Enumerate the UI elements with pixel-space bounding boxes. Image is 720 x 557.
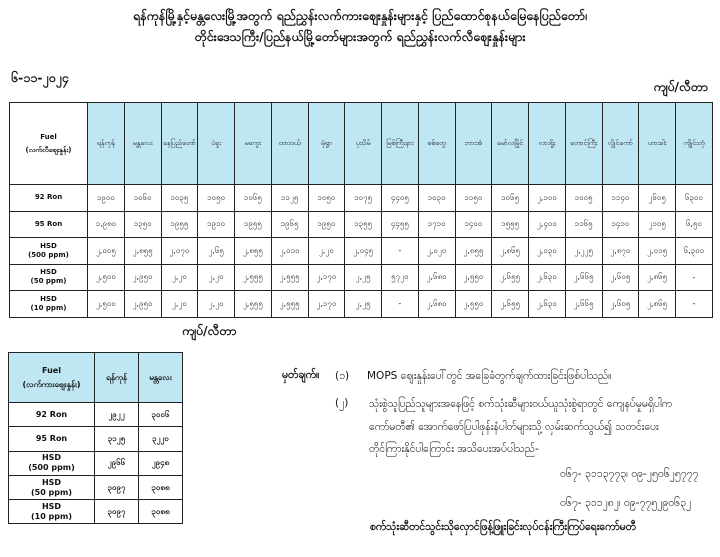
retail-price-cell: ၂,၆၃၀ (529, 291, 566, 318)
notes-label: မှတ်ချက်။ (282, 369, 320, 381)
wholesale-city-column-header: မန္တလေး (139, 353, 183, 403)
note-2-number: (၂) (335, 397, 349, 409)
retail-price-cell: ၁၉၅၅ (161, 211, 198, 238)
retail-price-cell: ၁၀၆၀ (124, 185, 161, 212)
city-column-header: ပဲခူး (198, 103, 235, 185)
retail-price-cell: ၁၀၀၅ (565, 185, 602, 212)
retail-price-cell: ၁၀၅၀ (198, 185, 235, 212)
wholesale-fuel-type-cell (9, 403, 95, 427)
wholesale-price-cell: ၃၀၈၈ (139, 500, 183, 524)
retail-price-cell: ၂,၅၅၀ (455, 264, 492, 291)
retail-price-cell: ၂,၆၃၀ (529, 264, 566, 291)
note-1-text: MOPS ဈေးနှုန်းပေါ်တွင် အခြေခံတွက်ချက်ထားခြင်းဖြစ်ပါသည်။ (367, 370, 612, 382)
committee-name: စက်သုံးဆီတင်သွင်းသိုလှောင်ဖြန့်ဖြူးခြင်းလုပ်ငန်းကြီးကြပ်ရေးကော်မတီ (370, 521, 636, 533)
retail-price-cell: - (382, 238, 419, 265)
retail-price-cell: ၂,၈၅၅ (124, 238, 161, 265)
retail-price-cell: ၂,၆၆၅ (565, 291, 602, 318)
retail-price-cell: ၂,၂၅ (345, 291, 382, 318)
wholesale-fuel-header-line-2: (လက်ကားဈေးနှုန်း) (22, 379, 81, 389)
wholesale-price-table (8, 352, 183, 524)
retail-price-cell: ၁၁၄၀ (602, 185, 639, 212)
retail-table-row (10, 264, 713, 291)
retail-price-cell: ၂,၈၆၅ (492, 238, 529, 265)
fuel-type-line-2: (500 ppm) (28, 250, 69, 259)
retail-price-cell: ၁၃၅၅ (345, 211, 382, 238)
wholesale-price-cell: ၃၁၂၅ (95, 427, 139, 451)
retail-price-cell: ၂,၅၅၅ (235, 264, 272, 291)
wholesale-fuel-line-1: HSD (41, 477, 62, 487)
retail-price-cell: ၂,၈၅၅ (235, 238, 272, 265)
wholesale-price-cell: ၂၉၆၆ (95, 451, 139, 475)
retail-price-cell: ၅၇၂၀ (382, 264, 419, 291)
retail-price-cell: ၂,၀၂၀ (418, 238, 455, 265)
wholesale-fuel-line-2: (50 ppm) (30, 487, 73, 497)
retail-price-cell: ၂၆၀၅ (639, 185, 676, 212)
retail-price-cell: ၂,၂၅ (345, 264, 382, 291)
unit-label-main: ကျပ်/လီတာ (653, 79, 708, 94)
city-column-header: ဟားခါး (639, 103, 676, 185)
retail-price-cell: ၂,၄၀၀ (529, 211, 566, 238)
fuel-type-cell (10, 238, 88, 265)
retail-price-cell: ၁၀၆၅ (492, 185, 529, 212)
wholesale-fuel-type-cell (9, 427, 95, 451)
wholesale-price-cell: ၂၉၄၈ (139, 451, 183, 475)
retail-price-cell: ၁၀၅၀ (308, 185, 345, 212)
note-1-number: (၁) (335, 370, 350, 382)
retail-price-cell: ၁၉၅၀ (308, 211, 345, 238)
retail-price-cell: ၁၀၃၅ (161, 185, 198, 212)
retail-price-cell: ၂,၀၄၅ (345, 238, 382, 265)
city-column-header: ပုသိမ် (345, 103, 382, 185)
wholesale-table-row (9, 500, 183, 524)
city-column-header: ဘားအံ (455, 103, 492, 185)
retail-price-cell: ၂,၆၀၅ (602, 291, 639, 318)
fuel-type-line-1: 95 Ron (34, 219, 63, 228)
fuel-type-line-2: (50 ppm) (30, 277, 67, 286)
wholesale-table-row (9, 427, 183, 451)
city-column-header: စစ်တွေ (418, 103, 455, 185)
retail-price-cell: ၁၁၂၅ (271, 185, 308, 212)
retail-price-cell: ၂,၆၈၀ (418, 264, 455, 291)
retail-price-cell: ၂,၈၆၅ (639, 264, 676, 291)
retail-table-header-row (10, 103, 713, 185)
retail-price-cell: ၁၀၇၅ (345, 185, 382, 212)
retail-price-cell: ၂,၂၂၅ (565, 238, 602, 265)
city-column-header: ထားဝယ် (271, 103, 308, 185)
retail-price-cell: ၂,၉၅၀ (124, 264, 161, 291)
city-column-header: မကွေး (235, 103, 272, 185)
retail-price-cell: ၂,၀၁၀ (271, 238, 308, 265)
retail-price-cell: ၆,၅၀ (676, 211, 713, 238)
fuel-header-line-2: (လက်လီဈေးနှုန်း) (25, 145, 72, 154)
city-column-header: ရန်ကုန် (88, 103, 125, 185)
retail-price-cell: ၂,၆၀၅ (602, 264, 639, 291)
retail-price-table (9, 102, 713, 318)
retail-price-cell: ၁၇၁၀ (418, 211, 455, 238)
retail-price-cell: ၁၄၀၀ (455, 211, 492, 238)
city-column-header: တောင်ကြီး (565, 103, 602, 185)
wholesale-fuel-type-cell (9, 475, 95, 499)
fuel-type-cell (10, 291, 88, 318)
retail-price-cell: ၁၅၅၅ (492, 211, 529, 238)
city-column-header: မြစ်ကြီးနား (382, 103, 419, 185)
retail-price-cell: ၁၃၅၀ (124, 211, 161, 238)
fuel-type-line-1: HSD (40, 294, 57, 303)
retail-price-cell: ၁၉၁၀ (198, 211, 235, 238)
wholesale-fuel-line-2: (500 ppm) (28, 463, 75, 473)
retail-price-cell: ၂,၅၅၅ (271, 264, 308, 291)
wholesale-price-cell: ၃၀၉၇ (95, 475, 139, 499)
date: ၆-၁၁-၂၀၂၄ (11, 70, 69, 85)
retail-price-cell: ၂,၀၀၅ (88, 238, 125, 265)
retail-price-cell: ၂,၂၀ (198, 291, 235, 318)
wholesale-fuel-line-1: 95 Ron (35, 433, 68, 443)
note-2-line-2: ကော်မတီ၏ အောက်ဖော်ပြပါဖုန်းနံပါတ်များသို့ လှမ်းဆက်သွယ်၍ သတင်းပေး (369, 421, 659, 433)
wholesale-fuel-column-header (9, 353, 95, 403)
fuel-type-cell (10, 264, 88, 291)
retail-price-cell: - (676, 264, 713, 291)
retail-price-cell: ၂,၆၅၅ (492, 264, 529, 291)
retail-price-cell: ၁၁၅၀ (455, 185, 492, 212)
retail-price-cell: ၂,၁၇၀ (308, 264, 345, 291)
wholesale-fuel-line-1: 92 Ron (35, 409, 68, 419)
city-column-header: မော်လမြိုင် (492, 103, 529, 185)
unit-label-wholesale: ကျပ်/လီတာ (182, 323, 237, 338)
retail-price-cell: ၁၉၅၅ (235, 211, 272, 238)
retail-table-row (10, 291, 713, 318)
phone-numbers-2: ၀၆၇- ၃၁၁၂၈၂၊ ၀၉-၇၇၅၂၉၀၆၃၂ (560, 497, 692, 509)
retail-price-cell: ၂,၂၀ (161, 264, 198, 291)
fuel-column-header (10, 103, 88, 185)
retail-price-cell: ၂,၀၁၅ (639, 238, 676, 265)
retail-price-cell: ၂,၅၅၅ (271, 291, 308, 318)
retail-price-cell: - (382, 291, 419, 318)
retail-price-cell: ၁၀၆၅ (235, 185, 272, 212)
retail-price-cell: ၁၁၆၅ (565, 211, 602, 238)
retail-price-cell: ၁၉၀၀ (88, 185, 125, 212)
city-column-header: မုံရွာ (308, 103, 345, 185)
wholesale-fuel-line-1: HSD (41, 501, 62, 511)
retail-price-cell: ၂,၅၅၅ (235, 291, 272, 318)
retail-price-cell: ၂,၈၆၅ (639, 291, 676, 318)
retail-price-cell: ၂,၂၀ (198, 264, 235, 291)
retail-price-cell: ၁,၉၈၀ (88, 211, 125, 238)
wholesale-table-row (9, 475, 183, 499)
wholesale-fuel-line-2: (10 ppm) (30, 511, 73, 521)
fuel-header-line-1: Fuel (40, 132, 57, 141)
wholesale-fuel-header-line-1: Fuel (42, 365, 61, 375)
wholesale-city-column-header: ရန်ကုန် (95, 353, 139, 403)
wholesale-table-row (9, 403, 183, 427)
retail-price-cell: ၆၃၀၀ (676, 185, 713, 212)
retail-price-cell: ၆,၃၀၀ (676, 238, 713, 265)
wholesale-price-cell: ၃၂၂၀ (139, 427, 183, 451)
wholesale-fuel-line-1: HSD (41, 453, 62, 463)
retail-price-cell: ၄၄၅၅ (382, 211, 419, 238)
retail-price-cell: ၂,၆၆၅ (565, 264, 602, 291)
wholesale-price-cell: ၂၉၂၂ (95, 403, 139, 427)
retail-price-cell: ၂,၆၈၀ (418, 291, 455, 318)
retail-price-cell: ၂,၉၅၀ (124, 291, 161, 318)
retail-price-cell: ၂,၈၇၀ (602, 238, 639, 265)
wholesale-fuel-type-cell (9, 451, 95, 475)
wholesale-table-header-row (9, 353, 183, 403)
phone-numbers-1: ၀၆၇- ၃၁၁၃၇၇၃၊ ၀၉-၂၅၀၆၂၅၇၇၇ (560, 468, 699, 480)
retail-price-cell: ၂၁၀၅ (639, 211, 676, 238)
retail-price-cell: ၂,၆၅၅ (492, 291, 529, 318)
retail-price-cell: ၂,၀၃၀ (529, 238, 566, 265)
retail-price-cell: ၁၄၁၀ (602, 211, 639, 238)
retail-price-cell: ၂,၈၅၅ (455, 238, 492, 265)
city-column-header: ကျိုင်းတုံ (676, 103, 713, 185)
fuel-type-line-1: HSD (40, 268, 57, 277)
wholesale-price-cell: ၃၀၈၈ (139, 475, 183, 499)
fuel-type-cell (10, 211, 88, 238)
retail-price-cell: ၂,၂၀ (308, 238, 345, 265)
retail-price-cell: ၁၀၃၀ (418, 185, 455, 212)
retail-price-cell: ၂,၁၀၀ (529, 185, 566, 212)
title-line-2: တိုင်းဒေသကြီး/ပြည်နယ်မြို့တော်များအတွက် ရည်ညွှန်းလက်လီဈေးနှုန်းများ (194, 29, 526, 44)
retail-price-cell: ၂,၁၇၀ (308, 291, 345, 318)
wholesale-price-cell: ၃၀၀၆ (139, 403, 183, 427)
note-2-line-3: တိုင်ကြားနိုင်ပါကြောင်း အသိပေးအပ်ပါသည်- (369, 443, 539, 455)
fuel-type-line-1: 92 Ron (34, 193, 63, 202)
wholesale-fuel-type-cell (9, 500, 95, 524)
city-column-header: နေပြည်တော် (161, 103, 198, 185)
note-2-line-1: သုံးစွဲသူပြည်သူများအနေဖြင့် စက်သုံးဆီများဝယ်ယူသုံးစွဲရာတွင် ကျေနပ်မှုမရှိပါက (369, 398, 672, 410)
retail-price-cell: ၂,၅၀၀ (88, 291, 125, 318)
retail-price-cell: ၂,၀၇၀ (161, 238, 198, 265)
retail-price-cell: ၁၉၆၅ (271, 211, 308, 238)
fuel-type-line-1: HSD (40, 241, 57, 250)
wholesale-price-cell: ၃၀၉၇ (95, 500, 139, 524)
fuel-type-line-2: (10 ppm) (30, 303, 67, 312)
retail-price-cell: ၂,၅၀၀ (88, 264, 125, 291)
retail-price-cell: ၄၄၀၅ (382, 185, 419, 212)
retail-price-cell: ၂,၆၅ (198, 238, 235, 265)
title-line-1: ရန်ကုန်မြို့နှင့်မန္တလေးမြို့အတွက် ရည်ညွှန်းလက်ကားဈေးနှုန်းများနှင့် ပြည်ထောင်စုနယ်မြေနေပြည်တော်၊ (133, 8, 587, 23)
city-column-header: လွိုင်ကော် (602, 103, 639, 185)
wholesale-table-row (9, 451, 183, 475)
city-column-header: မန္တလေး (124, 103, 161, 185)
city-column-header: လားရှိုး (529, 103, 566, 185)
retail-price-cell: ၂,၂၀ (161, 291, 198, 318)
retail-price-cell: - (676, 291, 713, 318)
retail-price-cell: ၂,၅၅၀ (455, 291, 492, 318)
retail-table-row (10, 238, 713, 265)
retail-table-row (10, 211, 713, 238)
fuel-type-cell (10, 185, 88, 212)
retail-table-row (10, 185, 713, 212)
